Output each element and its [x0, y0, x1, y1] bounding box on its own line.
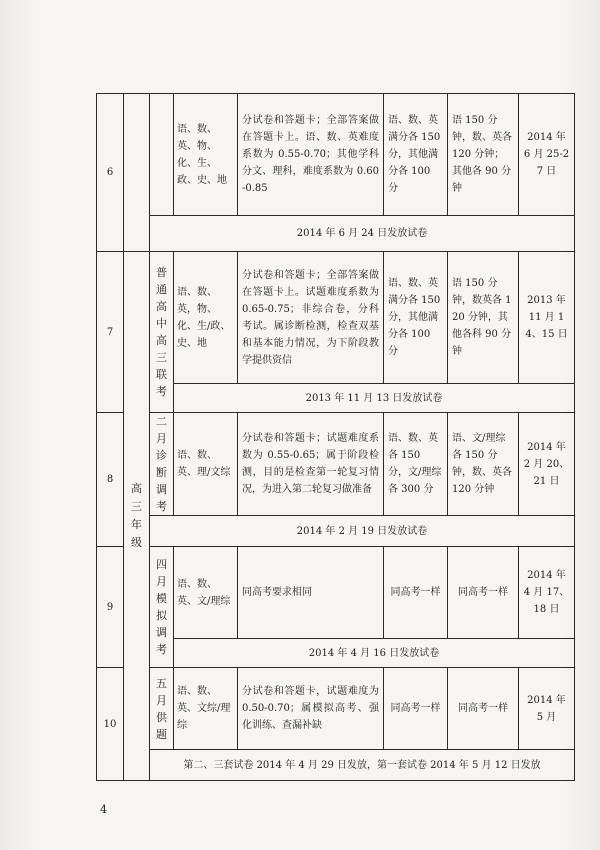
exam-schedule-table — [96, 93, 575, 781]
table-row — [97, 252, 575, 384]
exam-name-cell: 二月诊断调考 — [150, 413, 174, 516]
duration-cell: 语 150 分钟，数、英各 120 分钟；其他各 90 分钟 — [448, 94, 519, 216]
subjects-cell: 语、数、英、文/理综 — [174, 547, 238, 639]
distribution-note: 2014 年 2 月 19 日发放试卷 — [150, 516, 575, 547]
distribution-note: 2014 年 6 月 24 日发放试卷 — [150, 216, 575, 252]
distribution-row — [97, 516, 575, 547]
score-cell: 语、数、英满分各 150 分，其他满分各 100 分 — [384, 252, 448, 384]
row-number: 9 — [97, 547, 124, 668]
form-cell: 分试卷和答题卡；全部答案做在答题卡上。语、数、英难度系数为 0.55-0.70；其他学科分文、理科，难度系数为 0.60-0.85 — [238, 94, 384, 216]
exam-name-cell: 普通高中高三联考 — [150, 252, 174, 413]
table-row — [97, 94, 575, 216]
time-cell: 2014 年 2 月 20、21 日 — [519, 413, 575, 516]
row-number: 10 — [97, 668, 124, 781]
table-row — [97, 668, 575, 750]
form-cell: 分试卷和答题卡；全部答案做在答题卡上。试题难度系数为 0.65-0.75；非综合卷，分科考试。属诊断检测，检查双基和基本能力情况，为下阶段教学提供资信 — [238, 252, 384, 384]
duration-cell: 语、文/理综各 150 分钟，数、英各 120 分钟 — [448, 413, 519, 516]
score-cell: 同高考一样 — [384, 668, 448, 750]
distribution-note: 第二、三套试卷 2014 年 4 月 29 日发放，第一套试卷 2014 年 5 月 12 日发放 — [150, 750, 575, 781]
subjects-cell: 语、数、英、文综/理综 — [174, 668, 238, 750]
time-cell: 2014 年 5 月 — [519, 668, 575, 750]
row-number: 8 — [97, 413, 124, 547]
form-cell: 同高考要求相同 — [238, 547, 384, 639]
distribution-note: 2014 年 4 月 16 日发放试卷 — [174, 639, 575, 668]
duration-cell: 同高考一样 — [448, 668, 519, 750]
form-cell: 分试卷和答题卡，试题难度为 0.50-0.70；属模拟高考、强化训练、查漏补缺 — [238, 668, 384, 750]
exam-name-cell — [150, 94, 174, 216]
distribution-row — [97, 216, 575, 252]
grade-label: 高三年级 — [124, 252, 150, 781]
exam-name-cell: 四月模拟调考 — [150, 547, 174, 668]
duration-cell: 同高考一样 — [448, 547, 519, 639]
page-number: 4 — [100, 803, 107, 816]
row-number: 7 — [97, 252, 124, 413]
time-cell: 2014 年 6 月 25-27 日 — [519, 94, 575, 216]
time-cell: 2013 年 11 月 14、15 日 — [519, 252, 575, 384]
exam-name-cell: 五月供题 — [150, 668, 174, 750]
grade-cell-empty — [124, 94, 150, 252]
subjects-cell: 语、数、英，物、化、生/政、史、地 — [174, 252, 238, 384]
distribution-row — [97, 750, 575, 781]
table-row — [97, 413, 575, 516]
score-cell: 语、数、英满分各 150 分，其他满分各 100 分 — [384, 94, 448, 216]
duration-cell: 语 150 分钟，数英各 120 分钟，其他各科 90 分钟 — [448, 252, 519, 384]
score-cell: 同高考一样 — [384, 547, 448, 639]
distribution-note: 2013 年 11 月 13 日发放试卷 — [174, 384, 575, 413]
time-cell: 2014 年 4 月 17、18 日 — [519, 547, 575, 639]
row-number: 6 — [97, 94, 124, 252]
score-cell: 语、数、英各 150 分，文/理综各 300 分 — [384, 413, 448, 516]
table-row — [97, 547, 575, 639]
subjects-cell: 语、数、英、理/文综 — [174, 413, 238, 516]
subjects-cell: 语、数、英、物、化、生、政、史、地 — [174, 94, 238, 216]
form-cell: 分试卷和答题卡；试题难度系数为 0.55-0.65；属于阶段检测，目的是检查第一轮复习情况，为进入第二轮复习做准备 — [238, 413, 384, 516]
